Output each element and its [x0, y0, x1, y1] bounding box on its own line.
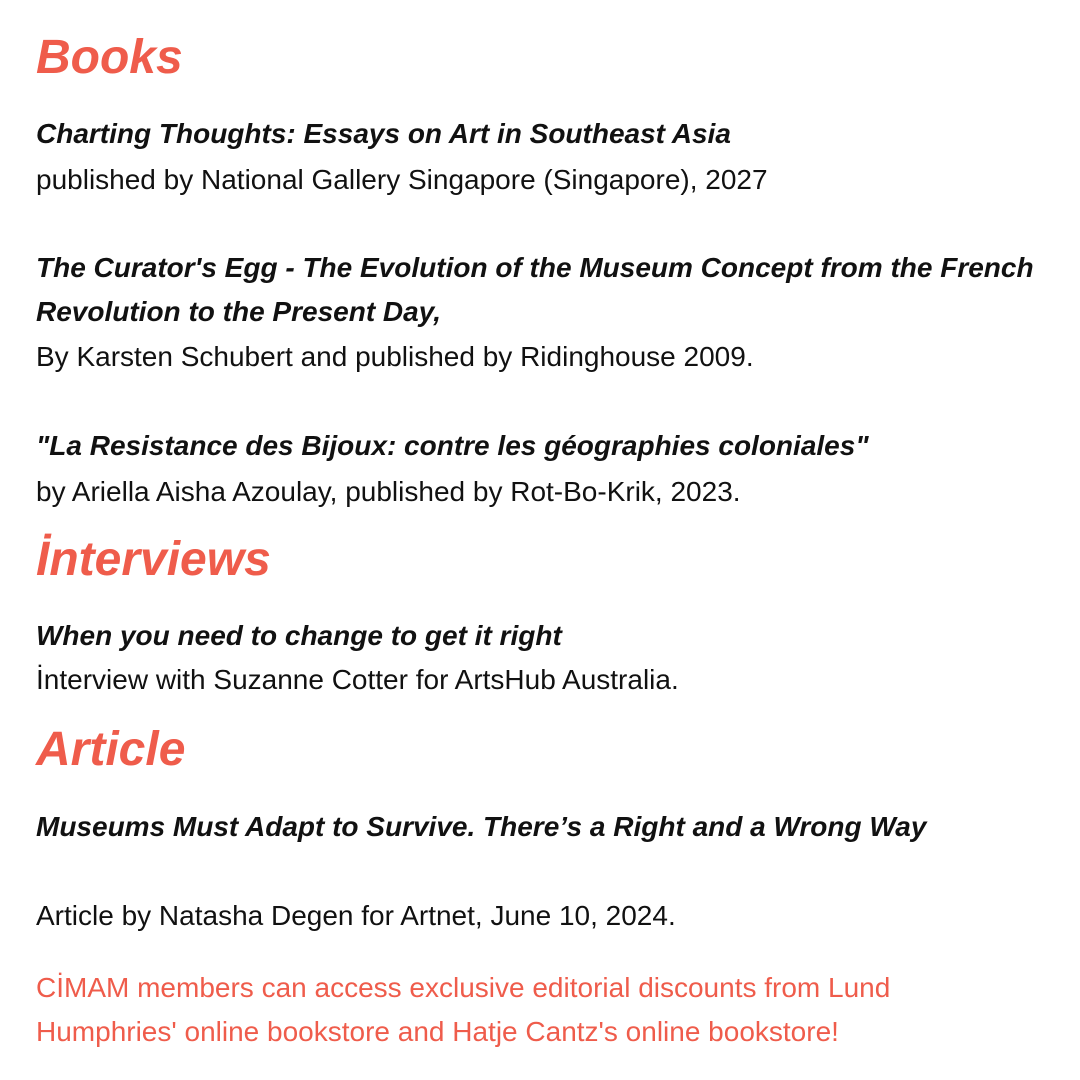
book-details-charting-thoughts: published by National Gallery Singapore (Singapore), 2027: [36, 164, 768, 195]
interview-details: İnterview with Suzanne Cotter for ArtsHub Australia.: [36, 664, 679, 695]
article-heading: Article: [36, 723, 186, 776]
article-title[interactable]: Museums Must Adapt to Survive. There’s a Right and a Wrong Way: [36, 811, 927, 842]
book-details-curators-egg: By Karsten Schubert and published by Ridinghouse 2009.: [36, 341, 754, 372]
books-heading: Books: [36, 31, 183, 84]
article-details: Article by Natasha Degen for Artnet, June 10, 2024.: [36, 900, 676, 931]
book-title-charting-thoughts[interactable]: Charting Thoughts: Essays on Art in Southeast Asia: [36, 118, 731, 149]
interview-title[interactable]: When you need to change to get it right: [36, 620, 562, 651]
member-discount-note[interactable]: CİMAM members can access exclusive editorial discounts from Lund Humphries' online bookstore and Hatje Cantz's online bookstore!: [36, 972, 891, 1047]
book-title-resistance-des-bijoux[interactable]: "La Resistance des Bijoux: contre les géographies coloniales": [36, 430, 869, 461]
book-details-resistance-des-bijoux: by Ariella Aisha Azoulay, published by Rot-Bo-Krik, 2023.: [36, 476, 741, 507]
book-title-curators-egg[interactable]: The Curator's Egg - The Evolution of the Museum Concept from the French Revolution to the Present Day,: [36, 252, 1034, 327]
interviews-heading: İnterviews: [36, 533, 271, 586]
